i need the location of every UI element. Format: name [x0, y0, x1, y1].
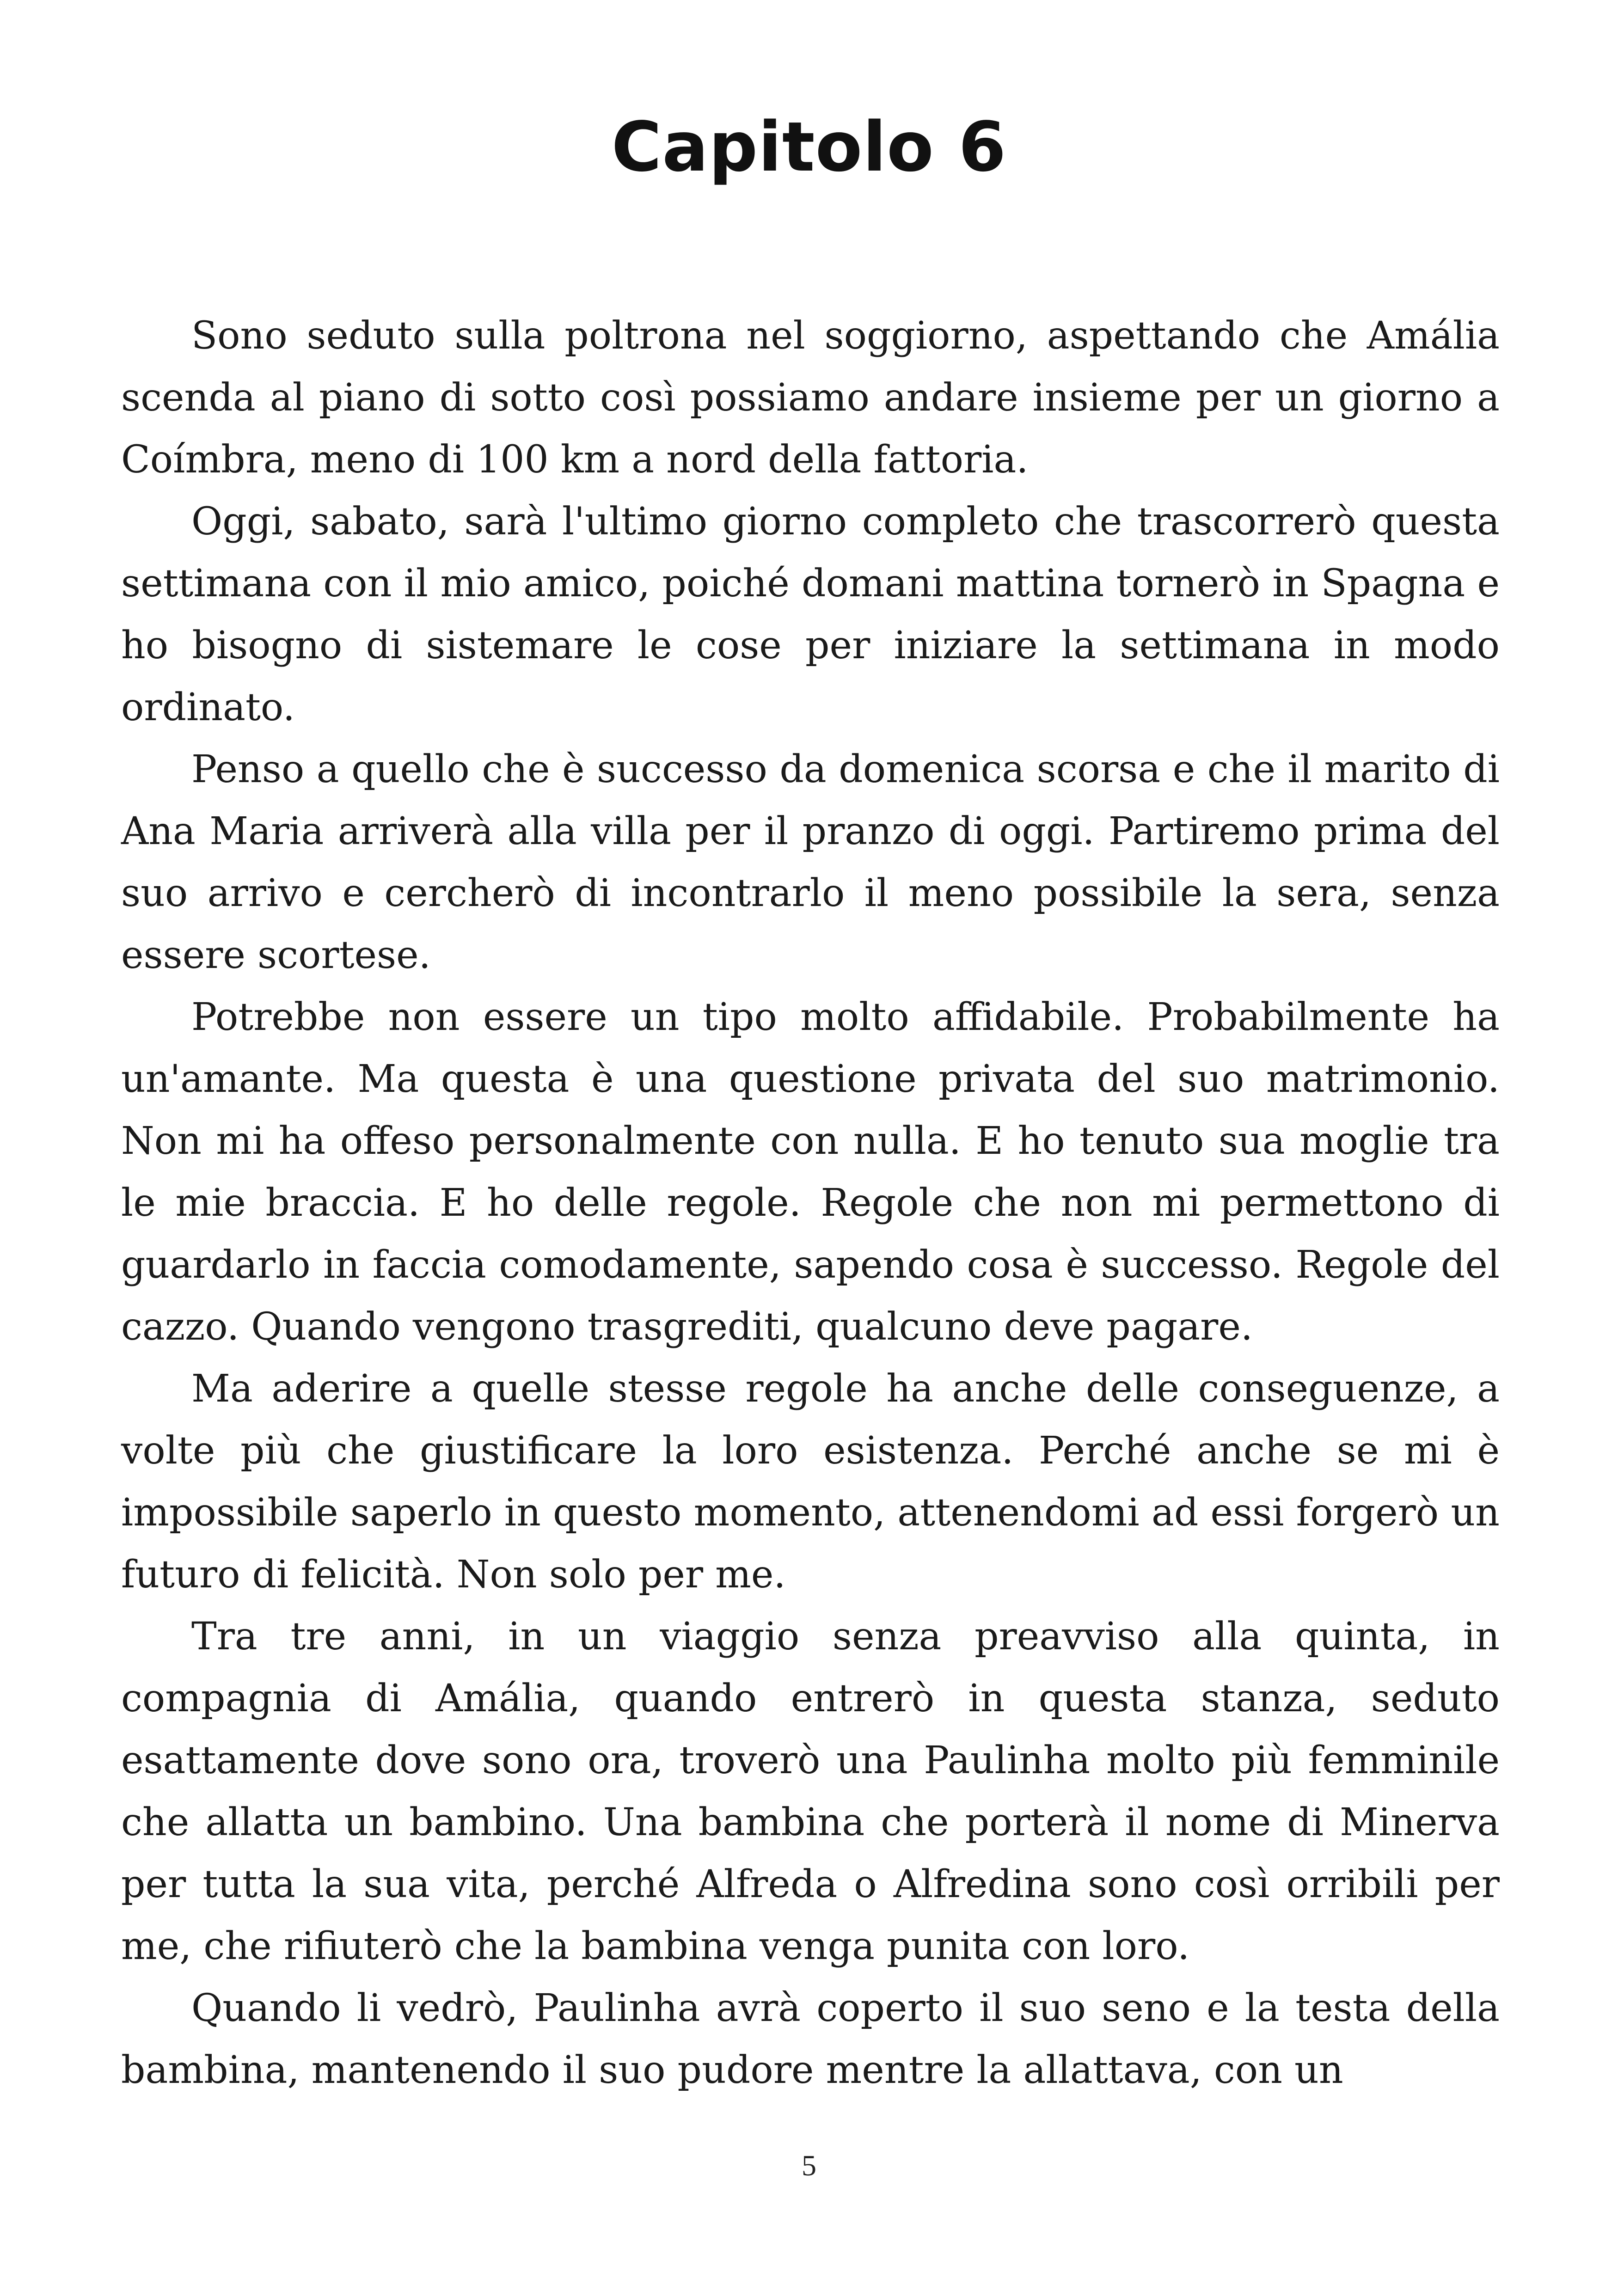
chapter-title: Capitolo 6 — [611, 107, 1007, 187]
paragraph: Ma aderire a quelle stesse regole ha anche delle conseguenze, a volte più che giustificare la loro esistenza. Perché anche se mi è impossibile saperlo in questo momento, attenendomi ad essi forgerò un futuro di felicità. Non solo per me. — [121, 1367, 1500, 1597]
paragraph: Tra tre anni, in un viaggio senza preavviso alla quinta, in compagnia di Amália, quando entrerò in questa stanza, seduto esattamente dove sono ora, troverò una Paulinha molto più femminile che allatta un bambino. Una bambina che porterà il nome di Minerva per tutta la sua vita, perché Alfreda o Alfredina sono così orribili per me, che rifiuterò che la bambina venga punita con loro. — [121, 1615, 1500, 1968]
paragraph: Penso a quello che è successo da domenica scorsa e che il marito di Ana Maria arriverà alla villa per il pranzo di oggi. Partiremo prima del suo arrivo e cercherò di incontrarlo il meno possibile la sera, senza essere scortese. — [121, 747, 1500, 977]
paragraph: Sono seduto sulla poltrona nel soggiorno, aspettando che Amália scenda al piano di sotto così possiamo andare insieme per un giorno a Coímbra, meno di 100 km a nord della fattoria. — [121, 314, 1500, 482]
chapter-body — [121, 305, 1500, 2101]
page-number: 5 — [802, 2149, 816, 2182]
paragraph: Quando li vedrò, Paulinha avrà coperto il suo seno e la testa della bambina, mantenendo il suo pudore mentre la allattava, con un — [121, 1986, 1500, 2092]
paragraph: Potrebbe non essere un tipo molto affidabile. Probabilmente ha un'amante. Ma questa è una questione privata del suo matrimonio. Non mi ha offeso personalmente con nulla. E ho tenuto sua moglie tra le mie braccia. E ho delle regole. Regole che non mi permettono di guardarlo in faccia comodamente, sapendo cosa è successo. Regole del cazzo. Quando vengono trasgrediti, qualcuno deve pagare. — [121, 995, 1500, 1349]
paragraph: Oggi, sabato, sarà l'ultimo giorno completo che trascorrerò questa settimana con il mio amico, poiché domani mattina tornerò in Spagna e ho bisogno di sistemare le cose per iniziare la settimana in modo ordinato. — [121, 500, 1500, 729]
